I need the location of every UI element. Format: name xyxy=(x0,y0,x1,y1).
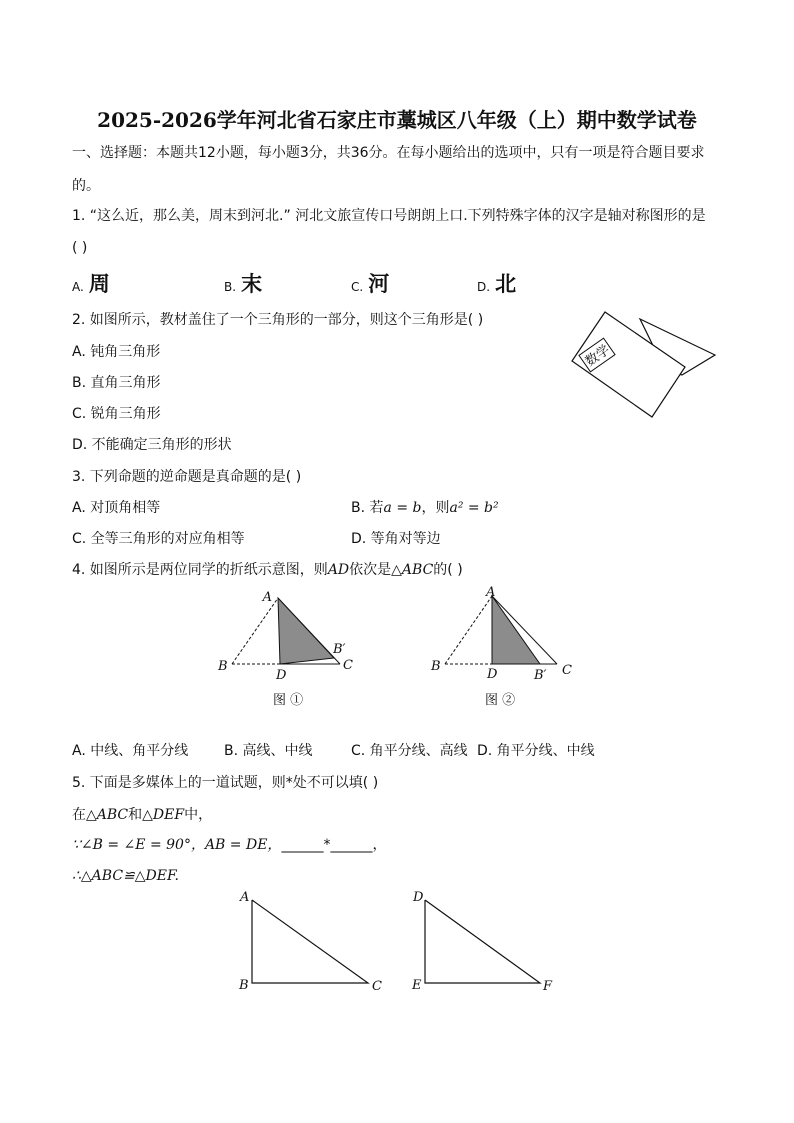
fig1-label-c: C xyxy=(343,658,353,673)
q2-option-d: D. 不能确定三角形的形状 xyxy=(72,437,232,453)
q5-line2 xyxy=(72,835,386,855)
q5-label-b: B xyxy=(239,978,249,993)
section-instructions-line2: 的。 xyxy=(72,178,100,194)
q2-book-figure xyxy=(560,305,730,425)
fig2-label-c: C xyxy=(562,663,572,678)
q3-option-b xyxy=(351,498,499,518)
q5-line3 xyxy=(72,866,179,886)
q5-triangles-figure xyxy=(230,885,570,1000)
q5-line2-blank: ______*______， xyxy=(281,837,387,853)
triangle-abc-outline xyxy=(252,900,368,983)
q4-figure-2 xyxy=(430,585,572,708)
q1-option-b-char: 末 xyxy=(241,272,263,296)
q1-stem-line2: ( ) xyxy=(72,240,88,256)
q5-triangle-def xyxy=(411,890,553,994)
q1-option-a-char: 周 xyxy=(88,272,110,296)
q5-stem: 5. 下面是多媒体上的一道试题，则*处不可以填( ) xyxy=(72,775,379,791)
q5-line1-mid: 和 xyxy=(128,807,143,823)
q3-option-b-math2: a² = b² xyxy=(449,500,499,516)
q5-label-d: D xyxy=(413,890,424,905)
q2-option-c: C. 锐角三角形 xyxy=(72,406,161,422)
q5-line1 xyxy=(72,805,212,825)
q4-stem-mid: 依次是 xyxy=(349,562,392,578)
q1-option-d xyxy=(477,268,516,298)
q5-line1-suffix: 中， xyxy=(184,807,213,823)
q4-stem-math2: △ABC xyxy=(391,562,434,578)
q2-option-a: A. 钝角三角形 xyxy=(72,344,161,360)
fig1-dashed-ab xyxy=(232,598,278,664)
section-instructions-line1: 一、选择题：本题共12小题，每小题3分，共36分。在每小题给出的选项中，只有一项是符合题目要求 xyxy=(72,145,705,161)
q5-label-c: C xyxy=(372,979,382,994)
q1-option-d-char: 北 xyxy=(495,272,517,296)
q1-option-b-letter: B. xyxy=(224,280,237,294)
q1-option-c xyxy=(351,268,389,298)
fig2-label-a: A xyxy=(486,585,496,600)
triangle-def-outline xyxy=(425,900,540,983)
q1-option-c-letter: C. xyxy=(351,280,364,294)
q5-label-a: A xyxy=(240,890,250,905)
q5-line1-prefix: 在 xyxy=(72,807,86,823)
q1-option-a-letter: A. xyxy=(72,280,84,294)
fig2-label-b: B xyxy=(431,659,441,674)
q3-option-b-mid: ，则 xyxy=(421,500,450,516)
q4-stem-math1: AD xyxy=(327,562,350,578)
fig2-label-d: D xyxy=(487,667,498,682)
q4-stem-suffix: 的( ) xyxy=(433,562,463,578)
q4-fold-figures xyxy=(200,580,600,715)
q3-option-b-prefix: B. 若 xyxy=(351,500,384,516)
q3-stem: 3. 下列命题的逆命题是真命题的是( ) xyxy=(72,469,302,485)
fig1-caption: 图 ① xyxy=(273,693,304,708)
q4-stem-prefix: 4. 如图所示是两位同学的折纸示意图，则 xyxy=(72,562,328,578)
fig1-label-a: A xyxy=(262,590,272,605)
q1-option-c-char: 河 xyxy=(368,272,390,296)
fig1-label-b: B xyxy=(218,659,228,674)
q2-option-b: B. 直角三角形 xyxy=(72,375,161,391)
fig2-dashed-ab xyxy=(445,596,492,664)
book-title-text: 数学 xyxy=(582,342,613,370)
q3-option-b-math1: a = b xyxy=(383,500,422,516)
q1-stem-line1: 1. “这么近，那么美，周末到河北.” 河北文旅宣传口号朗朗上口.下列特殊字体的汉字是轴对称图形的是 xyxy=(72,208,706,224)
q5-label-e: E xyxy=(412,978,422,993)
fig1-label-bprime: B′ xyxy=(333,642,346,657)
q4-figure-1 xyxy=(217,590,353,708)
q3-option-c: C. 全等三角形的对应角相等 xyxy=(72,531,245,547)
fig1-label-d: D xyxy=(276,668,287,683)
fig2-folded-triangle xyxy=(492,596,540,664)
q1-option-d-letter: D. xyxy=(477,280,491,294)
q4-option-c: C. 角平分线、高线 xyxy=(351,743,468,759)
q3-option-a: A. 对顶角相等 xyxy=(72,500,161,516)
q5-line3-math: ∴△ABC≌△DEF. xyxy=(72,868,179,884)
fig2-label-bprime: B′ xyxy=(534,668,547,683)
q5-line1-math2: △DEF xyxy=(142,807,185,823)
q4-stem xyxy=(72,560,463,580)
q1-option-a xyxy=(72,268,110,298)
q1-option-b xyxy=(224,268,262,298)
q2-stem: 2. 如图所示，教材盖住了一个三角形的一部分，则这个三角形是( ) xyxy=(72,312,484,328)
q5-line1-math1: △ABC xyxy=(86,807,129,823)
q4-option-d: D. 角平分线、中线 xyxy=(477,743,595,759)
q3-option-d: D. 等角对等边 xyxy=(351,531,441,547)
fig1-folded-triangle xyxy=(278,598,334,664)
q4-option-b: B. 高线、中线 xyxy=(224,743,313,759)
q5-triangle-abc xyxy=(238,890,382,994)
q5-label-f: F xyxy=(543,979,553,994)
q4-option-a: A. 中线、角平分线 xyxy=(72,743,189,759)
page-title: 2025-2026学年河北省石家庄市藁城区八年级（上）期中数学试卷 xyxy=(97,108,697,132)
fig2-caption: 图 ② xyxy=(485,693,516,708)
q5-line2-math: ∵∠B = ∠E = 90°，AB = DE， xyxy=(72,837,282,853)
